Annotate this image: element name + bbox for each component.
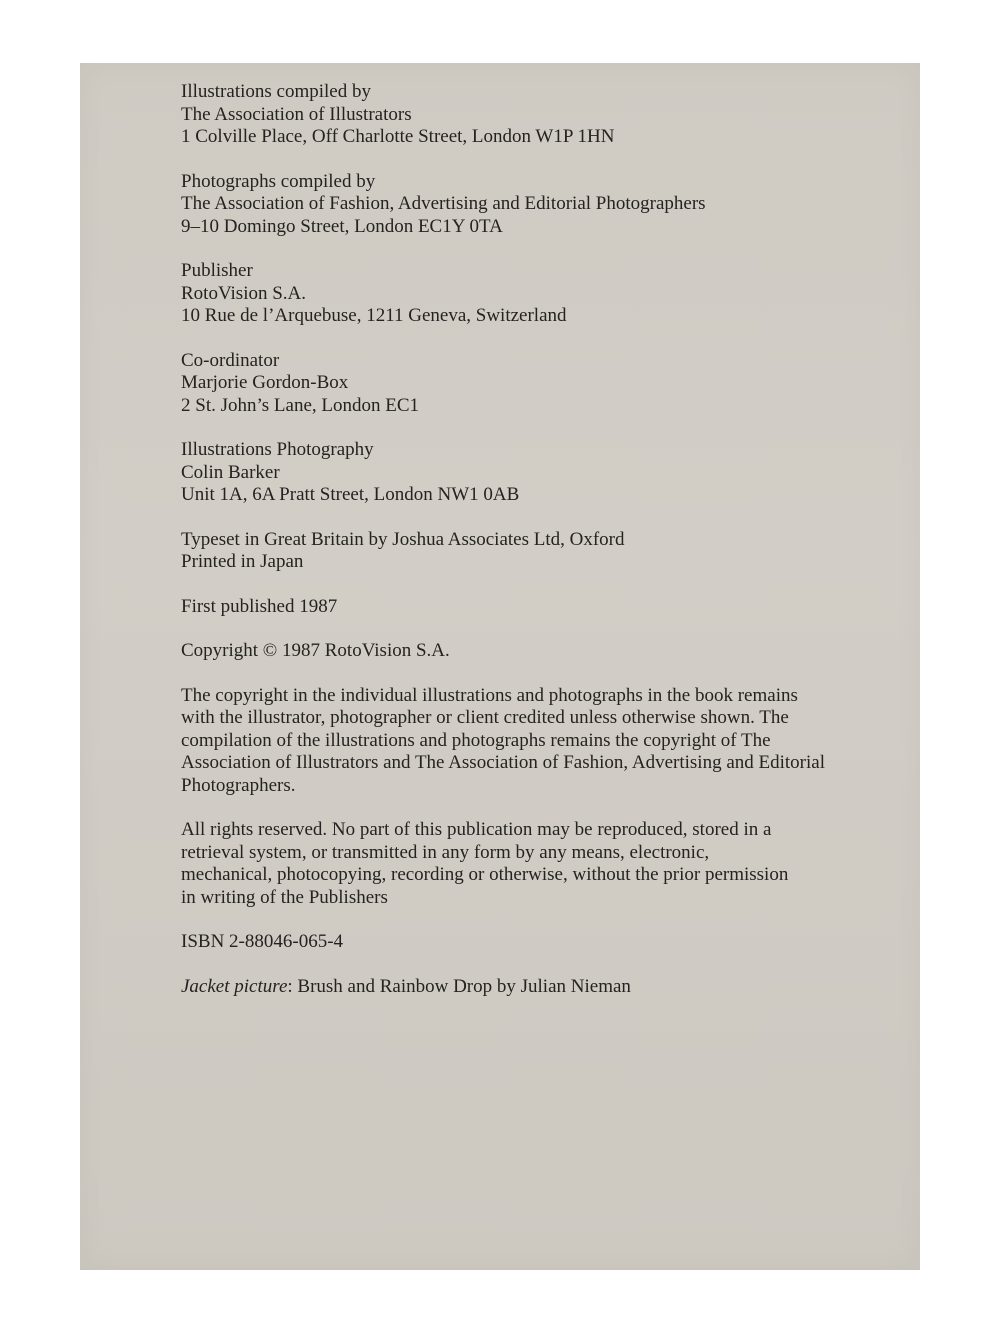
coordinator-address: 2 St. John’s Lane, London EC1 bbox=[181, 394, 420, 416]
first-published bbox=[181, 596, 841, 619]
illustrations-heading: Illustrations compiled by bbox=[181, 81, 371, 102]
jacket-credit-line bbox=[181, 976, 841, 999]
jacket-label: Jacket picture bbox=[181, 975, 288, 997]
coordinator-credit bbox=[181, 350, 841, 418]
rights-reserved bbox=[181, 819, 801, 909]
photographs-address: 9–10 Domingo Street, London EC1Y 0TA bbox=[181, 215, 503, 237]
illustrations-credit bbox=[181, 81, 841, 149]
isbn-line: ISBN 2-88046-065-4 bbox=[181, 931, 344, 952]
copyright-notice-text: The copyright in the individual illustrations and photographs in the book remains with the illustrator, photographer or client credited unless otherwise shown. The compilation of the illustrations and photographs remains the copyright of The Association of Illustrators and The Association of Fashion, Advertising and Editorial Photographers. bbox=[181, 684, 825, 796]
illustrations-photography-credit bbox=[181, 439, 841, 507]
rights-reserved-text: All rights reserved. No part of this publication may be reproduced, stored in a retrieval system, or transmitted in any form by any means, electronic, mechanical, photocopying, recording or otherwise, without the prior permission in writing of the Publishers bbox=[181, 819, 789, 908]
coordinator-name: Marjorie Gordon-Box bbox=[181, 372, 349, 393]
publisher-heading: Publisher bbox=[181, 260, 253, 281]
illustrations-photography-address: Unit 1A, 6A Pratt Street, London NW1 0AB bbox=[181, 484, 520, 505]
print-info bbox=[181, 529, 841, 574]
typeset-line: Typeset in Great Britain by Joshua Associates Ltd, Oxford bbox=[181, 528, 625, 550]
copyright-line: Copyright © 1987 RotoVision S.A. bbox=[181, 640, 450, 661]
photographs-org: The Association of Fashion, Advertising and Editorial Photographers bbox=[181, 193, 706, 214]
coordinator-heading: Co-ordinator bbox=[181, 349, 280, 371]
illustrations-photography-heading: Illustrations Photography bbox=[181, 439, 374, 460]
illustrations-address: 1 Colville Place, Off Charlotte Street, London W1P 1HN bbox=[181, 126, 615, 147]
photographs-credit bbox=[181, 171, 841, 239]
publisher-credit bbox=[181, 260, 841, 328]
illustrations-org: The Association of Illustrators bbox=[181, 103, 412, 125]
book-page bbox=[80, 63, 920, 1270]
copyright bbox=[181, 640, 841, 663]
jacket-credit bbox=[181, 976, 841, 999]
illustrations-photography-name: Colin Barker bbox=[181, 461, 280, 483]
copyright-notice bbox=[181, 685, 826, 798]
publisher-address: 10 Rue de l’Arquebuse, 1211 Geneva, Switzerland bbox=[181, 305, 567, 326]
publisher-name: RotoVision S.A. bbox=[181, 282, 307, 304]
first-published-line: First published 1987 bbox=[181, 595, 338, 617]
printed-line: Printed in Japan bbox=[181, 551, 304, 572]
photographs-heading: Photographs compiled by bbox=[181, 170, 376, 192]
isbn bbox=[181, 931, 841, 954]
jacket-text: : Brush and Rainbow Drop by Julian Nieman bbox=[287, 975, 631, 997]
imprint-text bbox=[181, 81, 841, 1020]
